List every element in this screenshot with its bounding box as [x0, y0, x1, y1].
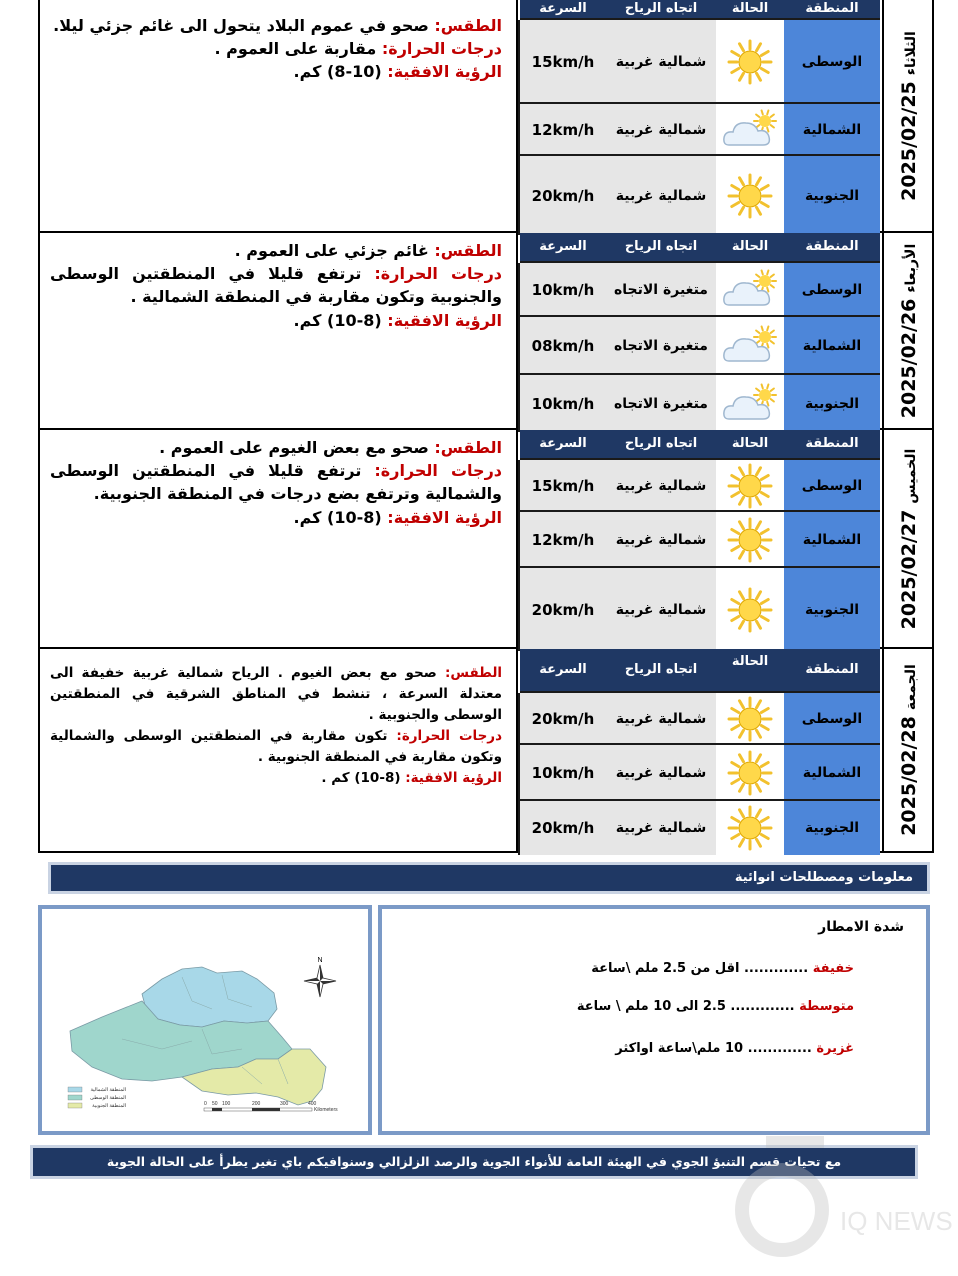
- table-header: [520, 649, 880, 691]
- day-block-1: [38, 0, 934, 233]
- header-region: المنطقة: [805, 436, 859, 451]
- wind-direction-cell: شمالية غربية: [604, 156, 716, 235]
- header-region: المنطقة: [805, 1, 859, 16]
- date-column: [882, 233, 934, 428]
- partly-cloudy-icon: [714, 375, 784, 432]
- svg-text:IQ NEWS: IQ NEWS: [840, 1206, 953, 1236]
- svg-text:50: 50: [212, 1101, 218, 1107]
- weather-label: الطقس:: [434, 241, 502, 260]
- svg-text:Kilometers: Kilometers: [314, 1107, 338, 1113]
- table-row: [520, 18, 880, 104]
- forecast-table: [520, 430, 880, 647]
- table-row: [520, 799, 880, 855]
- svg-text:N: N: [317, 957, 323, 964]
- rain-item: غزيرة ............. 10 ملم\ساعة اواكثر: [615, 1041, 854, 1056]
- temperature-label: درجات الحرارة:: [381, 39, 502, 59]
- table-row: [520, 743, 880, 801]
- sun-icon: [714, 801, 784, 855]
- svg-text:200: 200: [252, 1101, 261, 1107]
- rain-intensity-panel: [378, 905, 930, 1135]
- map-scale-bar: [204, 1101, 338, 1113]
- visibility-text: (8-10) كم .: [321, 769, 401, 786]
- day-name: الأربعاء: [903, 243, 919, 293]
- header-speed: السرعة: [539, 436, 587, 451]
- header-speed: السرعة: [539, 1, 587, 16]
- day-name: الجمعة: [903, 664, 919, 711]
- weather-text: صحو في عموم البلاد يتحول الى غائم جزئي ليلا.: [53, 16, 429, 35]
- svg-text:المنطقة الشمالية: المنطقة الشمالية: [90, 1087, 126, 1093]
- header-state: الحالة: [731, 436, 769, 451]
- temperature-label: درجات الحرارة:: [374, 461, 502, 481]
- day-block-4: [38, 649, 934, 853]
- partly-cloudy-icon: [714, 263, 784, 317]
- day-name: الثلاثاء: [903, 30, 919, 75]
- header-wind-dir: اتجاه الرياح: [624, 239, 698, 254]
- header-wind-dir: اتجاه الرياح: [624, 436, 698, 451]
- table-header: [520, 233, 880, 261]
- sun-icon: [714, 20, 784, 104]
- wind-speed-cell: 20km/h: [518, 568, 606, 651]
- forecast-text: [38, 430, 518, 647]
- temperature-text: تكون مقاربة في المنطقتين الوسطى والشمالية وتكون مقاربة في المنطقة الجنوبية .: [50, 727, 502, 765]
- table-row: [520, 102, 880, 156]
- wind-direction-cell: شمالية غربية: [604, 568, 716, 651]
- table-row: [520, 510, 880, 568]
- weather-text: صحو مع بعض الغيوم . الرياح شمالية غربية خفيفة الى معتدلة السرعة ، تنشط في المناطق الشرقية في المنطقتين الوسطى والجنوبية .: [50, 665, 502, 723]
- iraq-region-map: [38, 905, 372, 1135]
- svg-text:400: 400: [308, 1101, 317, 1107]
- day-block-2: [38, 233, 934, 430]
- forecast-text: [38, 649, 518, 851]
- header-state: الحالة: [731, 654, 769, 669]
- svg-text:0: 0: [204, 1101, 207, 1107]
- sun-icon: [714, 693, 784, 745]
- info-bar: معلومات ومصطلحات انوائية: [48, 862, 930, 894]
- rain-item: خفيفة ............. اقل من 2.5 ملم \ساعة: [591, 961, 854, 976]
- wind-speed-cell: 15km/h: [518, 20, 606, 104]
- visibility-label: الرؤية الافقية:: [387, 62, 502, 82]
- sun-icon: [714, 745, 784, 801]
- visibility-label: الرؤية الافقية:: [405, 769, 502, 786]
- wind-direction-cell: شمالية غربية: [604, 104, 716, 156]
- svg-text:300: 300: [280, 1101, 289, 1107]
- wind-direction-cell: شمالية غربية: [604, 693, 716, 745]
- region-cell: الشمالية: [782, 512, 880, 568]
- visibility-label: الرؤية الافقية:: [387, 310, 502, 330]
- wind-speed-cell: 12km/h: [518, 512, 606, 568]
- region-cell: الشمالية: [782, 745, 880, 801]
- wind-speed-cell: 20km/h: [518, 693, 606, 745]
- forecast-text: [38, 0, 518, 231]
- weather-label: الطقس:: [434, 438, 502, 457]
- rain-title: شدة الامطار: [818, 919, 904, 935]
- date-column: [882, 0, 934, 231]
- table-row: [520, 261, 880, 317]
- temperature-text: ترتفع قليلا في المنطقتين الوسطى والجنوبية وتكون مقاربة في المنطقة الشمالية .: [50, 264, 502, 307]
- wind-direction-cell: شمالية غربية: [604, 20, 716, 104]
- weather-label: الطقس:: [434, 16, 502, 35]
- region-cell: الوسطى: [782, 460, 880, 512]
- date-value: 2025/02/26: [898, 298, 920, 418]
- header-speed: السرعة: [539, 239, 587, 254]
- wind-speed-cell: 15km/h: [518, 460, 606, 512]
- region-cell: الجنوبية: [782, 156, 880, 235]
- forecast-table: [520, 233, 880, 428]
- wind-speed-cell: 10km/h: [518, 745, 606, 801]
- region-cell: الوسطى: [782, 693, 880, 745]
- map-north-region: [142, 967, 277, 1027]
- wind-direction-cell: شمالية غربية: [604, 801, 716, 855]
- svg-text:المنطقة الوسطى: المنطقة الوسطى: [90, 1095, 126, 1101]
- day-block-3: [38, 430, 934, 649]
- visibility-text: (8-10) كم.: [293, 310, 382, 330]
- forecast-text: [38, 233, 518, 428]
- table-row: [520, 315, 880, 375]
- table-row: [520, 691, 880, 745]
- partly-cloudy-icon: [714, 104, 784, 156]
- map-legend: [68, 1087, 126, 1109]
- temperature-text: ترتفع قليلا في المنطقتين الوسطى والشمالية وترتفع بضع درجات في المنطقة الجنوبية.: [50, 461, 502, 504]
- region-cell: الشمالية: [782, 317, 880, 375]
- wind-speed-cell: 12km/h: [518, 104, 606, 156]
- weather-text: صحو مع بعض الغيوم على العموم .: [159, 438, 429, 457]
- region-cell: الجنوبية: [782, 801, 880, 855]
- temperature-text: مقاربة على العموم .: [214, 39, 377, 59]
- region-cell: الوسطى: [782, 263, 880, 317]
- date-value: 2025/02/28: [898, 716, 920, 836]
- table-row: [520, 373, 880, 432]
- sun-icon: [714, 512, 784, 568]
- iq-news-watermark: [730, 1130, 953, 1270]
- visibility-text: (8-10) كم.: [293, 62, 382, 82]
- header-wind-dir: اتجاه الرياح: [624, 662, 698, 677]
- header-region: المنطقة: [805, 662, 859, 677]
- region-cell: الجنوبية: [782, 375, 880, 432]
- table-row: [520, 458, 880, 512]
- header-wind-dir: اتجاه الرياح: [624, 1, 698, 16]
- header-state: الحالة: [731, 1, 769, 16]
- date-column: [882, 649, 934, 851]
- weather-label: الطقس:: [444, 665, 503, 681]
- temperature-label: درجات الحرارة:: [374, 264, 502, 284]
- visibility-text: (8-10) كم.: [293, 507, 382, 527]
- footer-note: مع تحيات قسم التنبؤ الجوي في الهيئة العامة للأنواء الجوية والرصد الزلزالي وسنوافيكم باي تغير يطرأ على الحالة الجوية: [30, 1145, 918, 1179]
- weather-text: غائم جزئي على العموم .: [234, 241, 429, 260]
- day-name: الخميس: [903, 448, 919, 504]
- date-column: [882, 430, 934, 647]
- date-value: 2025/02/27: [898, 509, 920, 629]
- visibility-label: الرؤية الافقية:: [387, 507, 502, 527]
- wind-speed-cell: 20km/h: [518, 801, 606, 855]
- svg-text:المنطقة الجنوبية: المنطقة الجنوبية: [92, 1103, 126, 1109]
- sun-icon: [714, 568, 784, 651]
- wind-speed-cell: 20km/h: [518, 156, 606, 235]
- region-cell: الوسطى: [782, 20, 880, 104]
- temperature-label: درجات الحرارة:: [396, 727, 503, 744]
- wind-direction-cell: متغيرة الاتجاه: [604, 263, 716, 317]
- header-speed: السرعة: [539, 662, 587, 677]
- region-cell: الشمالية: [782, 104, 880, 156]
- table-header: [520, 0, 880, 18]
- svg-text:100: 100: [222, 1101, 231, 1107]
- wind-speed-cell: 10km/h: [518, 263, 606, 317]
- sun-icon: [714, 460, 784, 512]
- wind-direction-cell: شمالية غربية: [604, 512, 716, 568]
- compass-icon: [304, 957, 336, 997]
- wind-direction-cell: شمالية غربية: [604, 745, 716, 801]
- table-header: [520, 430, 880, 458]
- wind-speed-cell: 10km/h: [518, 375, 606, 432]
- forecast-table: [520, 0, 880, 231]
- wind-direction-cell: متغيرة الاتجاه: [604, 375, 716, 432]
- partly-cloudy-icon: [714, 317, 784, 375]
- wind-direction-cell: متغيرة الاتجاه: [604, 317, 716, 375]
- header-state: الحالة: [731, 239, 769, 254]
- wind-direction-cell: شمالية غربية: [604, 460, 716, 512]
- region-cell: الجنوبية: [782, 568, 880, 651]
- sun-icon: [714, 156, 784, 235]
- table-row: [520, 154, 880, 235]
- table-row: [520, 566, 880, 651]
- forecast-table: [520, 649, 880, 851]
- rain-item: متوسطة ............. 2.5 الى 10 ملم \ ساعة: [576, 999, 854, 1014]
- header-region: المنطقة: [805, 239, 859, 254]
- wind-speed-cell: 08km/h: [518, 317, 606, 375]
- date-value: 2025/02/25: [898, 80, 920, 201]
